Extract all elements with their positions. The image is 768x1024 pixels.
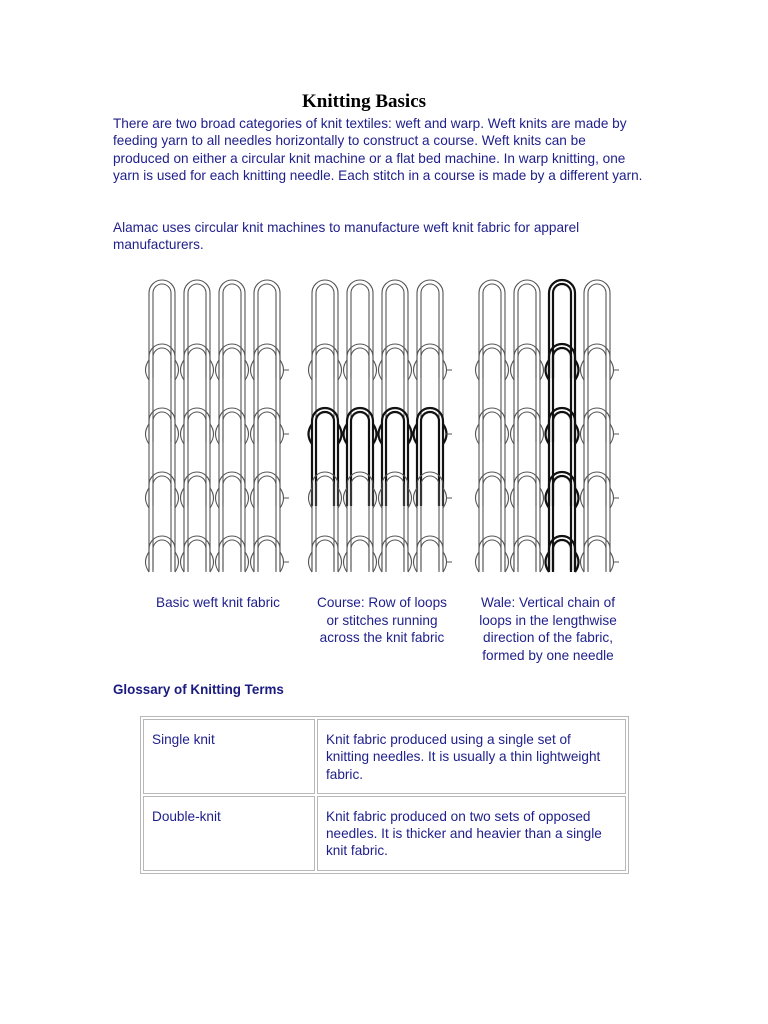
loop-inner [351,476,369,570]
loop-inner [153,476,171,570]
loop-inner [553,412,571,506]
loop-inner [553,348,571,442]
loop-inner [188,540,206,572]
loop-inner [588,540,606,572]
loop-inner [153,348,171,442]
weft-knit-fabric-illustration [140,272,290,582]
loop-inner [386,348,404,442]
loop-inner [316,476,334,570]
loop-inner [553,284,571,378]
loop-inner [351,348,369,442]
glossary-term: Double-knit [143,796,315,871]
loop-inner [223,412,241,506]
loop-inner [553,540,571,572]
table-row [143,796,626,871]
loop-inner [588,284,606,378]
loop-inner [386,412,404,506]
loop-inner [223,476,241,570]
loop-inner [153,412,171,506]
loop-inner [223,540,241,572]
loop-inner [518,476,536,570]
loop-inner [351,540,369,572]
loop-inner [153,284,171,378]
loop-inner [518,284,536,378]
caption-wale: Wale: Vertical chain of loops in the lengthwise direction of the fabric, formed by one needle [479,595,617,663]
loop-inner [483,476,501,570]
loop-inner [258,284,276,378]
glossary-definition: Knit fabric produced on two sets of opposed needles. It is thicker and heavier than a single knit fabric. [317,796,626,871]
loop-inner [588,412,606,506]
alamac-paragraph: Alamac uses circular knit machines to manufacture weft knit fabric for apparel manufacturers. [113,220,580,253]
loop-inner [421,348,439,442]
loop-inner [316,412,334,506]
loop-inner [386,476,404,570]
caption-weft-knit: Basic weft knit fabric [156,595,280,610]
loop-inner [153,540,171,572]
glossary-heading: Glossary of Knitting Terms [113,682,284,697]
glossary-definition: Knit fabric produced using a single set of knitting needles. It is usually a thin lightweight fabric. [317,719,626,794]
loop-inner [188,284,206,378]
loop-inner [316,348,334,442]
glossary-table [140,716,629,874]
glossary-term: Single knit [143,719,315,794]
loop-inner [351,284,369,378]
course-illustration [303,272,453,582]
loop-inner [316,540,334,572]
loop-inner [421,540,439,572]
loop-inner [316,284,334,378]
loop-inner [188,476,206,570]
intro-paragraph: There are two broad categories of knit textiles: weft and warp. Weft knits are made by feeding yarn to all needles horizontally to construct a course. Weft knits can be produced on either a circular knit machine or a flat bed machine. In warp knitting, one yarn is used for each knitting needle. Each stitch in a course is made by a different yarn. [113,116,643,183]
loop-inner [386,540,404,572]
loop-inner [223,348,241,442]
loop-inner [421,412,439,506]
loop-inner [421,476,439,570]
loop-inner [421,284,439,378]
loop-inner [483,412,501,506]
loop-inner [258,348,276,442]
loop-inner [258,476,276,570]
loop-inner [518,540,536,572]
loop-inner [188,348,206,442]
table-row [143,719,626,794]
wale-illustration [470,272,620,582]
loop-inner [588,476,606,570]
loop-inner [386,284,404,378]
loop-inner [588,348,606,442]
loop-inner [258,412,276,506]
loop-inner [553,476,571,570]
loop-inner [483,348,501,442]
loop-inner [351,412,369,506]
page-title: Knitting Basics [301,91,427,112]
loop-inner [258,540,276,572]
loop-inner [223,284,241,378]
caption-course: Course: Row of loops or stitches running across the knit fabric [317,595,447,645]
loop-inner [483,540,501,572]
loop-inner [518,412,536,506]
loop-inner [188,412,206,506]
loop-inner [518,348,536,442]
loop-inner [483,284,501,378]
